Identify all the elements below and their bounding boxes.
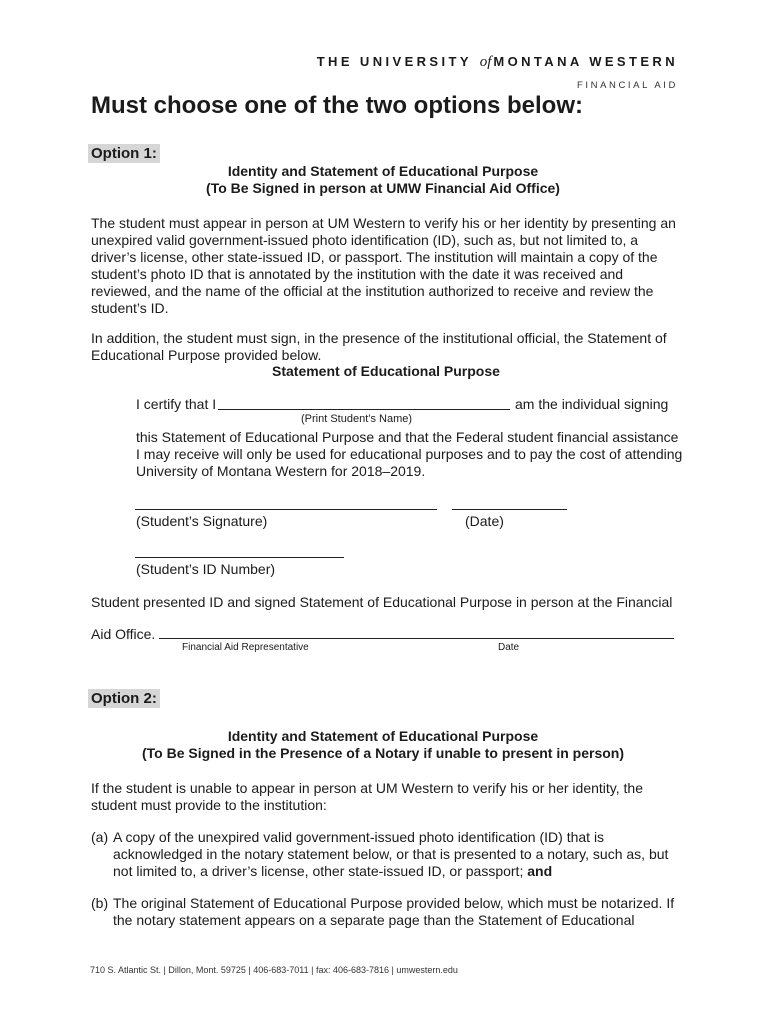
university-name-pre: THE UNIVERSITY [316,54,472,69]
text-line: A copy of the unexpired valid government-issued photo identification (ID) that is [113,829,605,845]
item-b [113,895,674,929]
print-name-caption: (Print Student’s Name) [301,413,413,425]
option2-label-wrap [88,690,160,708]
item-a-marker: (a) [91,829,109,845]
statement-heading: Statement of Educational Purpose [272,363,500,379]
item-b-marker: (b) [91,895,109,911]
option2-label: Option 2: [88,689,160,708]
student-id-field[interactable] [135,557,344,558]
option1-label: Option 1: [88,144,160,163]
option2-heading-line2: (To Be Signed in the Presence of a Notary if unable to present in person) [141,745,625,761]
text-line: The original Statement of Educational Purpose provided below, which must be notarized. If [113,895,675,911]
option2-intro [91,780,643,814]
option2-heading-line1: Identity and Statement of Educational Purpose [227,728,539,744]
text-line: If the student is unable to appear in person at UM Western to verify his or her identity, the [91,780,643,796]
text-line: acknowledged in the notary statement below, or that is presented to a notary, such as, but [113,846,669,862]
date-caption: (Date) [465,513,504,529]
item-a-last-text: not limited to, a driver’s license, other state-issued ID, or passport; [113,863,524,879]
presented-line2: Aid Office. [91,626,156,642]
text-line: Educational Purpose provided below. [91,347,322,363]
text-line: student’s photo ID that is annotated by the institution with the date it was received and [91,266,624,282]
university-name-post: MONTANA WESTERN [493,54,678,69]
text-line: The student must appear in person at UM Western to verify his or her identity by presenting an [91,215,676,231]
representative-signature-field[interactable] [159,638,674,639]
item-a [113,829,668,880]
text-line: I may receive will only be used for educational purposes and to pay the cost of attending [136,446,683,462]
student-signature-field[interactable] [135,509,437,510]
text-line: unexpired valid government-issued photo identification (ID), such as, but not limited to, a [91,232,639,248]
signature-date-field[interactable] [452,509,567,510]
item-a-and: and [527,863,553,879]
text-line: the notary statement appears on a separate page than the Statement of Educational [113,912,635,928]
option1-paragraph2 [91,330,667,364]
text-line: reviewed, and the name of the official at the institution authorized to receive and review the [91,283,654,299]
representative-date-caption: Date [498,642,520,653]
signature-caption: (Student’s Signature) [136,513,268,529]
text-line: driver’s license, other state-issued ID, or passport. The institution will maintain a copy of the [91,249,658,265]
presented-line1: Student presented ID and signed Statement of Educational Purpose in person at the Financial [91,594,673,610]
text-line [113,863,668,880]
certify-prefix: I certify that I [136,396,217,412]
university-name-of: of [479,54,492,70]
text-line: student must provide to the institution: [91,797,327,813]
option1-label-wrap [88,145,160,163]
text-line: this Statement of Educational Purpose and that the Federal student financial assistance [136,429,679,445]
footer-contact: 710 S. Atlantic St. | Dillon, Mont. 59725 | 406-683-7011 | fax: 406-683-7816 | umwestern.edu [90,965,458,975]
text-line: student’s ID. [91,300,169,316]
representative-caption: Financial Aid Representative [182,642,309,653]
letterhead [317,54,678,91]
text-line: University of Montana Western for 2018–2019. [136,463,426,479]
certify-text [136,429,682,480]
student-name-field[interactable] [218,409,510,410]
page-title: Must choose one of the two options below: [91,92,583,119]
option1-heading-line1: Identity and Statement of Educational Purpose [227,163,539,179]
option1-heading-line2: (To Be Signed in person at UMW Financial Aid Office) [206,180,560,196]
department-name: FINANCIAL AID [576,80,678,91]
option1-paragraph1 [91,215,676,317]
certify-suffix: am the individual signing [515,396,669,412]
student-id-caption: (Student’s ID Number) [136,561,276,577]
text-line: In addition, the student must sign, in the presence of the institutional official, the Statement of [91,330,667,346]
university-name [317,54,678,71]
